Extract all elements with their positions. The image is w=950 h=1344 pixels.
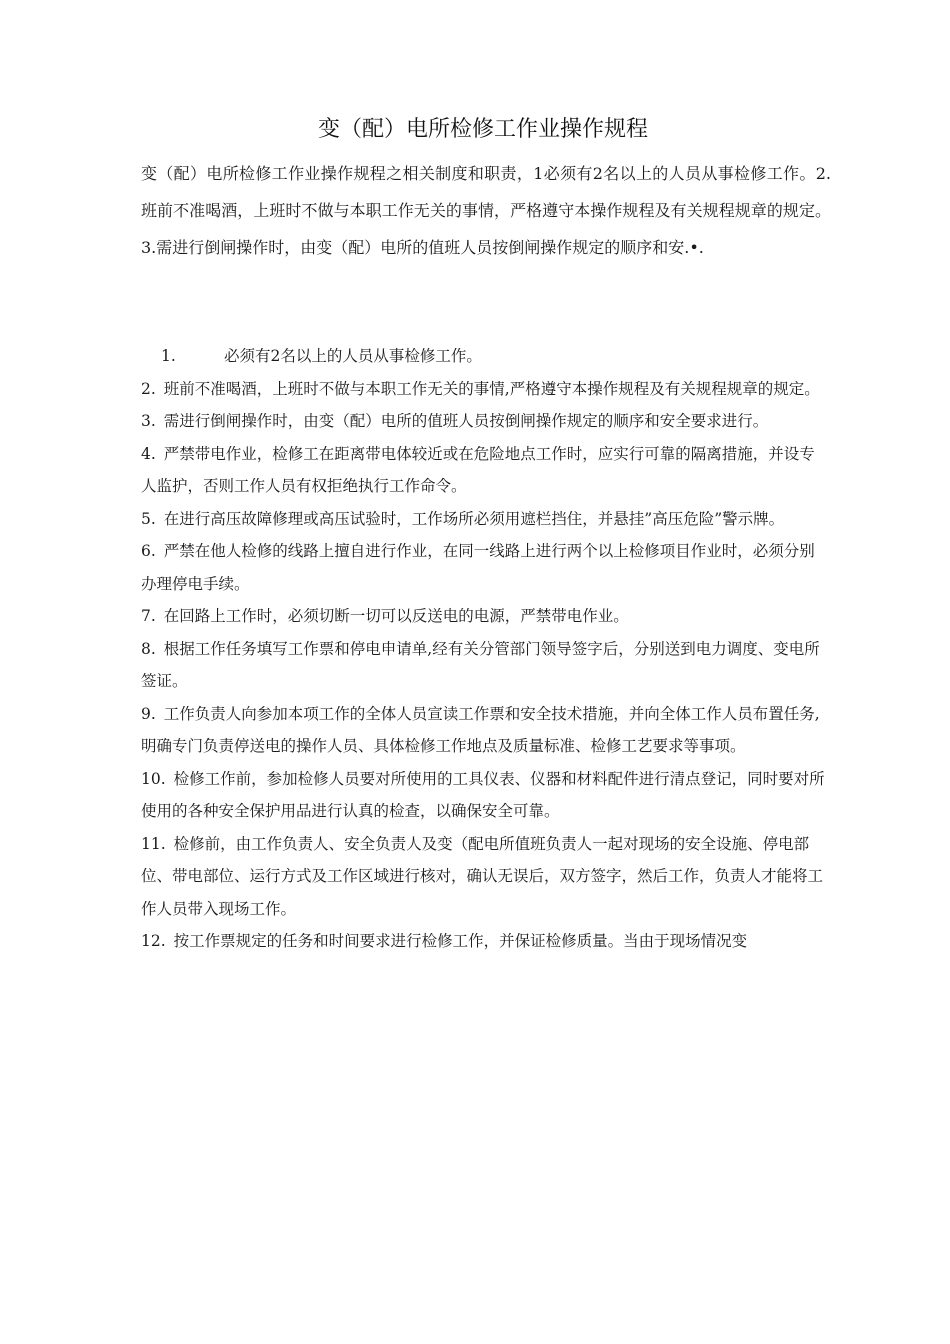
item-number: 6. [141,542,156,560]
item-number: 5. [141,509,156,528]
item-number: 11. [141,834,166,853]
intro-paragraph: 变（配）电所检修工作业操作规程之相关制度和职责，1必须有2名以上的人员从事检修工作。2.班前不准喝酒，上班时不做与本职工作无关的事情，严格遵守本操作规程及有关规程规章的规定。3.需进行倒闸操作时，由变（配）电所的值班人员按倒闸操作规定的顺序和安.•. [141,164,831,257]
item-text: 按工作票规定的任务和时间要求进行检修工作，并保证检修质量。当由于现场情况变 [173,932,748,950]
list-item [141,503,826,536]
rules-list [141,340,826,958]
list-item [141,405,826,438]
item-number: 2. [141,379,156,398]
list-item [141,438,826,503]
list-item [141,535,826,600]
item-number: 3. [141,412,156,430]
item-text: 班前不准喝酒，上班时不做与本职工作无关的事情,严格遵守本操作规程及有关规程规章的规定。 [163,379,820,398]
list-item [141,828,826,926]
list-item [141,763,826,828]
page-title: 变（配）电所检修工作业操作规程 [317,117,648,142]
item-number: 8. [141,639,156,658]
item-number: 1. [161,347,176,365]
list-item [141,698,826,763]
item-number: 7. [141,607,156,625]
item-text: 必须有2名以上的人员从事检修工作。 [224,347,482,365]
list-item [141,925,826,958]
item-text: 根据工作任务填写工作票和停电申请单,经有关分管部门领导签字后，分别送到电力调度、变电所签证。 [141,639,820,690]
item-text: 检修前，由工作负责人、安全负责人及变（配电所值班负责人一起对现场的安全设施、停电部位、带电部位、运行方式及工作区域进行核对，确认无误后，双方签字，然后工作，负责人才能将工作人员带入现场工作。 [141,834,824,918]
item-text: 检修工作前，参加检修人员要对所使用的工具仪表、仪器和材料配件进行清点登记，同时要对所使用的各种安全保护用品进行认真的检查，以确保安全可靠。 [141,769,825,820]
list-item [141,373,826,406]
item-text: 在回路上工作时，必须切断一切可以反送电的电源，严禁带电作业。 [163,607,629,625]
item-number: 10. [141,769,166,788]
list-item [141,600,826,633]
item-number: 9. [141,704,156,723]
list-item [141,340,826,373]
item-text: 严禁带电作业，检修工在距离带电体较近或在危险地点工作时，应实行可靠的隔离措施，并设专人监护，否则工作人员有权拒绝执行工作命令。 [141,444,815,495]
list-item [141,633,826,698]
item-text: 工作负责人向参加本项工作的全体人员宣读工作票和安全技术措施，并向全体工作人员布置任务,明确专门负责停送电的操作人员、具体检修工作地点及质量标准、检修工艺要求等事项。 [141,704,820,755]
item-text: 严禁在他人检修的线路上擅自进行作业，在同一线路上进行两个以上检修项目作业时，必须分别办理停电手续。 [141,542,815,593]
item-number: 4. [141,444,156,463]
item-number: 12. [141,932,166,950]
item-text: 需进行倒闸操作时，由变（配）电所的值班人员按倒闸操作规定的顺序和安全要求进行。 [163,412,769,430]
item-text: 在进行高压故障修理或高压试验时，工作场所必须用遮栏挡住，并悬挂”高压危险”警示牌。 [163,509,785,528]
